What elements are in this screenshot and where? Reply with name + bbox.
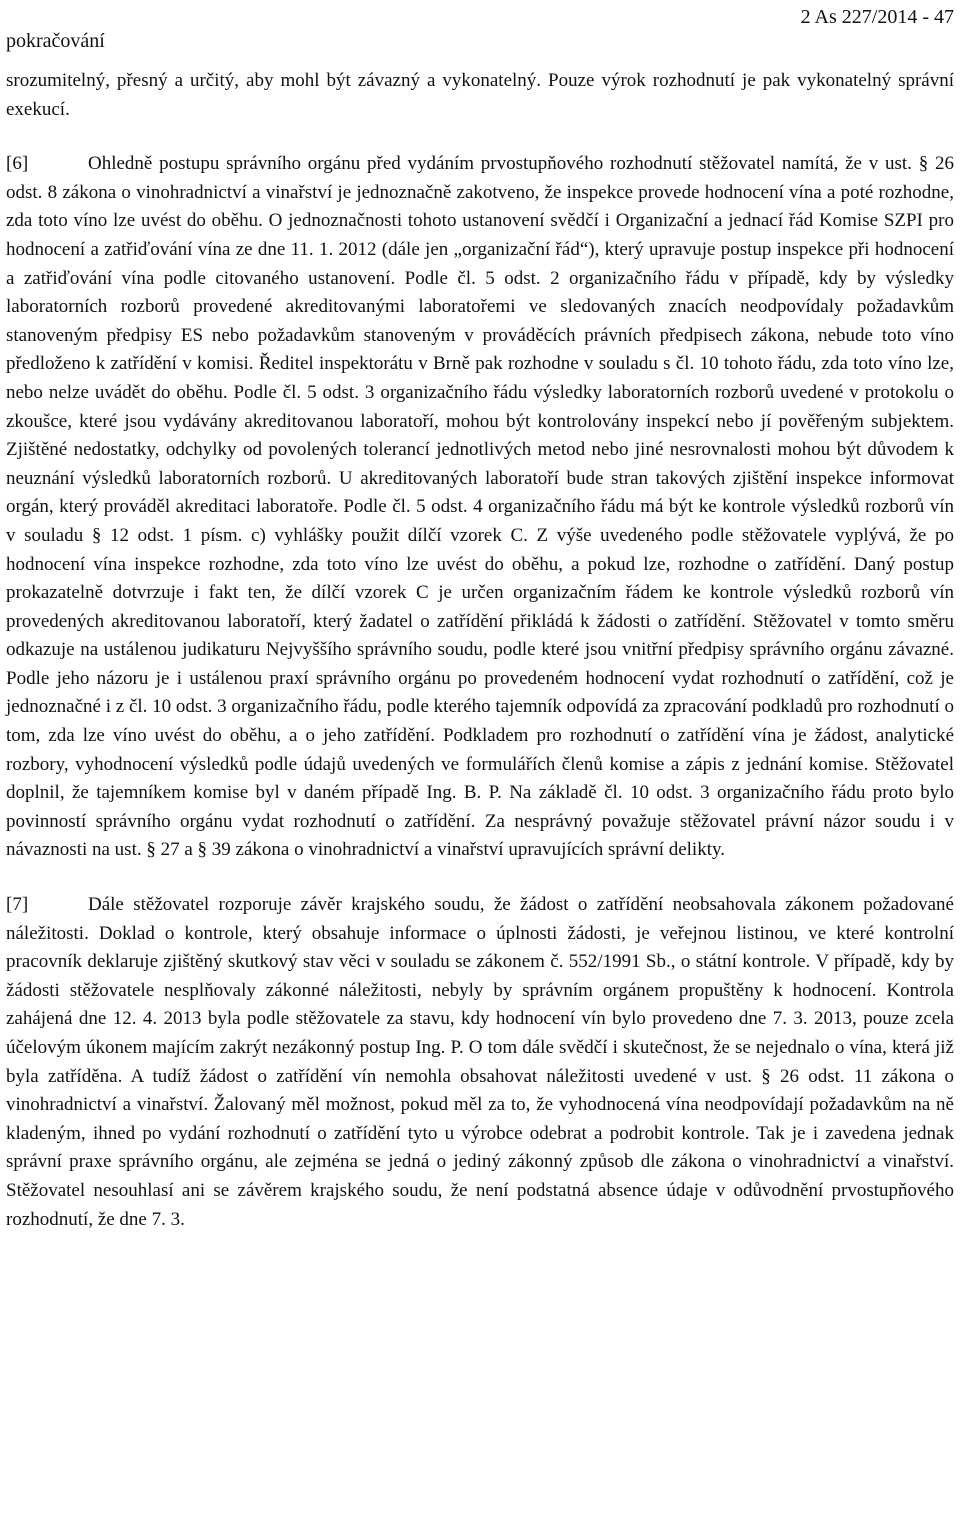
paragraph-number: [7]	[6, 894, 29, 916]
continuation-label: pokračování	[6, 30, 105, 52]
page-header	[0, 0, 960, 60]
document-body	[6, 67, 954, 1260]
paragraph-text: Dále stěžovatel rozporuje závěr krajského soudu, že žádost o zatřídění neobsahovala zákonem požadované náležitosti. Doklad o kontrole, který obsahuje informace o úplnosti žádosti, je veřejnou listinou, ve které kontrolní pracovník deklaruje zjištěný skutkový stav věci v souladu se zákonem č. 552/1991 Sb., o státní kontrole. V případě, kdy by žádosti stěžovatele nesplňovaly zákonné náležitosti, nebyly by správním orgánem propuštěny k hodnocení. Kontrola zahájená dne 12. 4. 2013 byla podle stěžovatele za stavu, kdy hodnocení vín bylo provedeno dne 7. 3. 2013, pouze zcela účelovým úkonem majícím zakrýt nezákonný postup Ing. P. O tom dále svědčí i skutečnost, že se nejednalo o vína, která již byla zatříděna. A tudíž žádost o zatřídění vín nemohla obsahovat náležitosti uvedené v ust. § 26 odst. 11 zákona o vinohradnictví a vinařství. Žalovaný měl možnost, pokud měl za to, že vyhodnocená vína neodpovídají požadavkům na ně kladeným, ihned po vydání rozhodnutí o zatřídění tyto u výrobce odebrat a podrobit kontrole. Tak je i zavedena jednak správní praxe správního orgánu, ale zejména se jedná o jediný zákonný způsob dle zákona o vinohradnictví a vinařství. Stěžovatel nesouhlasí ani se závěrem krajského soudu, že není podstatná absence údaje v odůvodnění prvostupňového rozhodnutí, že dne 7. 3.	[6, 894, 954, 1230]
paragraph	[6, 891, 954, 1234]
paragraph-number: [6]	[6, 153, 29, 175]
case-number: 2 As 227/2014 - 47	[800, 6, 954, 28]
paragraph-text: Ohledně postupu správního orgánu před vydáním prvostupňového rozhodnutí stěžovatel namítá, že v ust. § 26 odst. 8 zákona o vinohradnictví a vinařství je jednoznačně zakotveno, že inspekce provede hodnocení vína a poté rozhodne, zda toto víno lze uvést do oběhu. O jednoznačnosti tohoto ustanovení svědčí i Organizační a jednací řád Komise SZPI pro hodnocení a zatřiďování vína ze dne 11. 1. 2012 (dále jen „organizační řád“), který upravuje postup inspekce při hodnocení a zatřiďování vína podle citovaného ustanovení. Podle čl. 5 odst. 2 organizačního řádu v případě, kdy by výsledky laboratorních rozborů provedené akreditovanými laboratořemi ve sledovaných znacích neodpovídaly požadavkům stanoveným předpisy ES nebo požadavkům stanoveným v prováděcích právních předpisech zákona, nebude toto víno předloženo k zatřídění v komisi. Ředitel inspektorátu v Brně pak rozhodne v souladu s čl. 10 tohoto řádu, zda toto víno lze, nebo nelze uvádět do oběhu. Podle čl. 5 odst. 3 organizačního řádu výsledky laboratorních rozborů uvedené v protokolu o zkoušce, které jsou vydávány akreditovanou laboratoří, mohou být kontrolovány inspekcí nebo jí pověřeným subjektem. Zjištěné nedostatky, odchylky od povolených tolerancí jednotlivých metod nebo jiné nesrovnalosti mohou být důvodem k neuznání výsledků laboratorních rozborů. U akreditovaných laboratoří bude stran takových zjištění inspekce informovat orgán, který prováděl akreditaci laboratoře. Podle čl. 5 odst. 4 organizačního řádu má být ke kontrole výsledků rozborů vín v souladu § 12 odst. 1 písm. c) vyhlášky použit dílčí vzorek C. Z výše uvedeného podle stěžovatele vyplývá, že po hodnocení vína inspekce rozhodne, zda toto víno lze uvést do oběhu, a pokud lze, rozhodne o zatřídění. Daný postup prokazatelně dotvrzuje i fakt ten, že dílčí vzorek C je určen organizačním řádem ke kontrole výsledků rozborů vín provedených akreditovanou laboratoří, který žadatel o zatřídění přikládá k žádosti o zatřídění. Stěžovatel v tomto směru odkazuje na ustálenou judikaturu Nejvyššího správního soudu, podle které jsou vnitřní předpisy správního orgánu závazné. Podle jeho názoru je i ustálenou praxí správního orgánu po provedeném hodnocení vydat rozhodnutí o zatřídění, což je jednoznačné i z čl. 10 odst. 3 organizačního řádu, podle kterého tajemník odpovídá za zpracování podkladů pro rozhodnutí o tom, zda lze víno uvést do oběhu, a o jeho zatřídění. Podkladem pro rozhodnutí o zatřídění vína je žádost, analytické rozbory, vyhodnocení výsledků podle údajů uvedených ve formulářích členů komise a zápis z jednání komise. Stěžovatel doplnil, že tajemníkem komise byl v daném případě Ing. B. P. Na základě čl. 10 odst. 3 organizačního řádu proto bylo povinností správního orgánu vydat rozhodnutí o zatřídění. Za nesprávný považuje stěžovatel právní názor soudu i v návaznosti na ust. § 27 a § 39 zákona o vinohradnictví a vinařství upravujících správní delikty.	[6, 153, 954, 861]
paragraph	[6, 150, 954, 865]
paragraph-text: srozumitelný, přesný a určitý, aby mohl být závazný a vykonatelný. Pouze výrok rozhodnutí je pak vykonatelný správní exekucí.	[6, 70, 954, 120]
paragraph	[6, 67, 954, 124]
